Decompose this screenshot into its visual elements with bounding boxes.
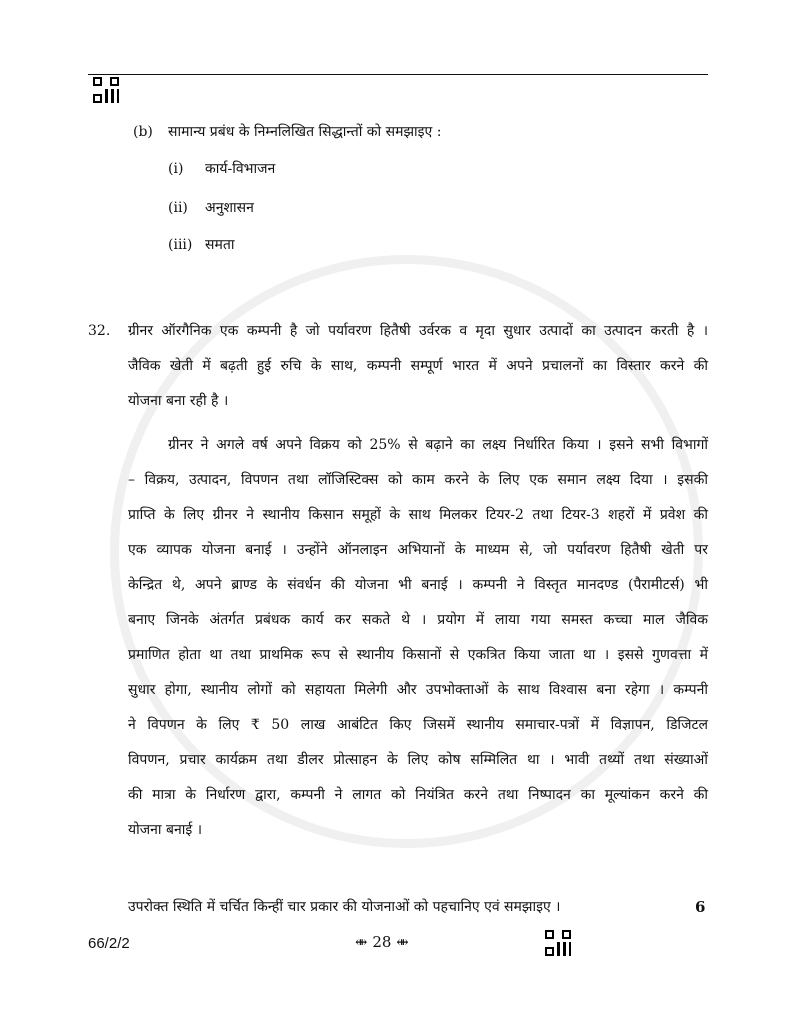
header-divider <box>88 74 708 75</box>
paragraph-line: केन्द्रित थे, अपने ब्राण्ड के संवर्धन की योजना भी बनाई । कम्पनी ने विस्तृत मानदण्ड (पैरामीटर्स) भी <box>128 577 708 593</box>
sub-item-text: अनुशासन <box>205 200 254 216</box>
sub-item-number: (iii) <box>168 237 193 253</box>
paragraph-line: बनाए जिनके अंतर्गत प्रबंधक कार्य कर सकते थे । प्रयोग में लाया गया समस्त कच्चा माल जैविक <box>128 612 708 628</box>
sub-item-text: समता <box>205 237 235 253</box>
paragraph-line: प्राप्ति के लिए ग्रीनर ने स्थानीय किसान समूहों के साथ मिलकर टियर-2 तथा टियर-3 शहरों में प्रवेश की <box>128 507 708 523</box>
sub-item-text: कार्य-विभाजन <box>205 161 276 177</box>
marks-value: 6 <box>695 898 706 916</box>
page-number: ⇼ 28 ⇼ <box>355 933 409 951</box>
sub-item-number: (ii) <box>168 200 188 216</box>
paragraph-line: की मात्रा के निर्धारण द्वारा, कम्पनी ने लागत को नियंत्रित करने तथा निष्पादन का मूल्यांकन करने की <box>128 787 708 803</box>
case-study-paragraph <box>128 435 708 855</box>
paragraph-line: ने विपणन के लिए ₹ 50 लाख आबंटित किए जिसमें स्थानीय समाचार-पत्रों में विज्ञापन, डिजिटल <box>128 717 708 733</box>
question-intro <box>128 321 708 426</box>
question-b-label: (b) <box>133 124 153 140</box>
paragraph-line: योजना बनाई । <box>128 822 203 838</box>
sub-item-number: (i) <box>168 161 184 177</box>
paragraph-line: योजना बना रही है । <box>128 393 229 409</box>
paragraph-line: प्रमाणित होता था तथा प्राथमिक रूप से स्थानीय किसानों से एकत्रित किया जाता था । इससे गुणवत्ता में <box>128 647 708 663</box>
paragraph-line: सुधार होगा, स्थानीय लोगों को सहायता मिलेगी और उपभोक्ताओं के साथ विश्वास बना रहेगा । कम्पनी <box>128 682 708 698</box>
question-b-text: सामान्य प्रबंध के निम्नलिखित सिद्धान्तों को समझाइए : <box>168 124 442 140</box>
paragraph-line: विपणन, प्रचार कार्यक्रम तथा डीलर प्रोत्साहन के लिए कोष सम्मिलित था । भावी तथ्यों तथा संख्याओं <box>128 752 708 768</box>
paragraph-line: जैविक खेती में बढ़ती हुई रुचि के साथ, कम्पनी सम्पूर्ण भारत में अपने प्रचालनों का विस्तार करने की <box>128 358 708 374</box>
final-question: उपरोक्त स्थिति में चर्चित किन्हीं चार प्रकार की योजनाओं को पहचानिए एवं समझाइए । <box>128 899 561 915</box>
paragraph-line: – विक्रय, उत्पादन, विपणन तथा लॉजिस्टिक्स को काम करने के लिए एक समान लक्ष्य दिया । इसकी <box>128 472 708 488</box>
paragraph-line: एक व्यापक योजना बनाई । उन्होंने ऑनलाइन अभियानों के माध्यम से, जो पर्यावरण हितैषी खेती पर <box>128 542 708 558</box>
paragraph-line: ग्रीनर ऑरगैनिक एक कम्पनी है जो पर्यावरण हितैषी उर्वरक व मृदा सुधार उत्पादों का उत्पादन करती है । <box>128 323 708 339</box>
qr-code-icon <box>545 930 571 956</box>
paper-code: 66/2/2 <box>88 935 130 952</box>
question-number: 32. <box>88 323 111 339</box>
qr-code-icon <box>93 77 119 103</box>
paragraph-line: ग्रीनर ने अगले वर्ष अपने विक्रय को 25% से बढ़ाने का लक्ष्य निर्धारित किया । इसने सभी विभागों <box>168 437 708 453</box>
